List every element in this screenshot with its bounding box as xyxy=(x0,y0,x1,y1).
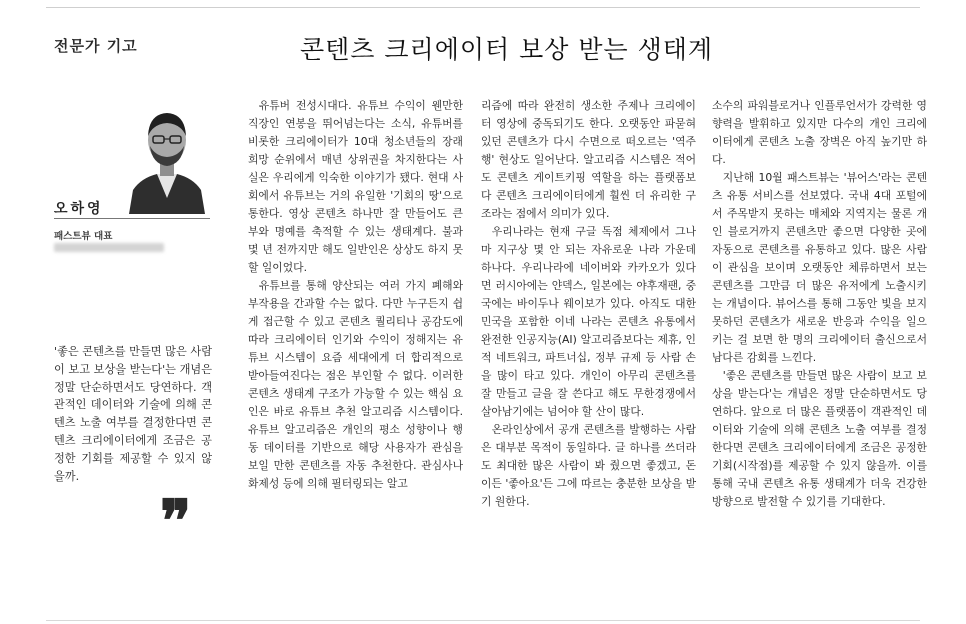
author-title: 패스트뷰 대표 xyxy=(54,231,113,242)
article-column-1 xyxy=(248,97,463,617)
paragraph: '좋은 콘텐츠를 만들면 많은 사람이 보고 보상을 받는다'는 개념은 정말 단순하면서도 당연하다. 앞으로 더 많은 플랫폼이 객관적인 데이터와 기술에 의해 콘텐츠 노출 여부를 결정한다면 콘텐츠 크리에이터에게 조금은 공정한 기회(시작점)를 제공할 수 있지 않을까. 이를 통해 국내 콘텐츠 유통 생태계가 더욱 건강한 방향으로 발전할 수 있기를 기대한다. xyxy=(712,369,927,508)
author-name: 오하영 xyxy=(54,201,104,217)
paragraph: 온라인상에서 공개 콘텐츠를 발행하는 사람은 대부분 목적이 동일하다. 글 하나를 쓰더라도 최대한 많은 사람이 봐 줬으면 좋겠고, 돈이든 '좋아요'든 그에 따르는 충분한 보상을 받기 원한다. xyxy=(481,423,696,508)
paragraph: 소수의 파워블로거나 인플루언서가 강력한 영향력을 발휘하고 있지만 다수의 개인 크리에이터에게 콘텐츠 노출 장벽은 아직 높기만 하다. xyxy=(712,99,927,166)
article-column-3 xyxy=(712,97,927,617)
headline: 콘텐츠 크리에이터 보상 받는 생태계 xyxy=(300,35,714,64)
section-label: 전문가 기고 xyxy=(54,37,138,55)
paragraph: 리즘에 따라 완전히 생소한 주제나 크리에이터 영상에 중독되기도 한다. 오랫동안 파묻혀 있던 콘텐츠가 다시 수면으로 떠오르는 '역주행' 현상도 일어난다. 알고리즘 시스템은 적어도 콘텐츠 게이트키핑 역할을 하는 플랫폼보다 콘텐츠 크리에이터에게 훨씬 더 유리한 구조라는 점에서 의미가 있다. xyxy=(481,99,696,220)
paragraph: 우리나라는 현재 구글 독점 체제에서 그나마 지구상 몇 안 되는 자유로운 나라 가운데 하나다. 우리나라에 네이버와 카카오가 있다면 러시아에는 얀덱스, 일본에는 야후재팬, 중국에는 바이두나 웨이보가 있다. 아직도 대한민국을 포함한 이네 나라는 콘텐츠 유통에서 완전한 인공지능(AI) 알고리즘보다는 제휴, 인적 네트워크, 파트너십, 정부 규제 등 사람 손을 많이 타고 있다. 개인이 아무리 콘텐츠를 잘 만들고 글을 잘 쓴다고 해도 무한경쟁에서 살아남기에는 넘어야 할 산이 많다. xyxy=(481,225,696,418)
author-photo xyxy=(127,100,207,214)
paragraph: 유튜브를 통해 양산되는 여러 가지 폐해와 부작용을 간과할 수는 없다. 다만 누구든지 쉽게 접근할 수 있고 콘텐츠 퀄리티나 공감도에 따라 크리에이터 인기와 수익이 정해지는 유튜브 시스템이 요즘 세대에게 더 합리적으로 받아들여진다는 점은 부인할 수 없다. 이러한 콘텐츠 생태계 구조가 가능할 수 있는 핵심 요인은 바로 유튜브 추천 알고리즘 시스템이다. 유튜브 알고리즘은 개인의 평소 성향이나 행동 데이터를 기반으로 해당 사용자가 관심을 보일 만한 콘텐츠를 자동 추천한다. 관심사나 화제성 등에 의해 필터링되는 알고 xyxy=(248,279,463,490)
author-email-blurred xyxy=(54,243,164,252)
article-column-2 xyxy=(481,97,696,617)
quotation-mark-icon: ❞ xyxy=(160,487,192,555)
paragraph: 유튜버 전성시대다. 유튜브 수익이 웬만한 직장인 연봉을 뛰어넘는다는 소식, 유튜버를 비롯한 크리에이터가 10대 청소년들의 장래희망 순위에서 매년 상위권을 차지한다는 사실은 우리에게 익숙한 이야기가 됐다. 현대 사회에서 유튜브는 거의 유일한 '기회의 땅'으로 통한다. 영상 콘텐츠 하나만 잘 만들어도 큰 부와 명예를 축적할 수 있는 생태계다. 불과 몇 년 전까지만 해도 일반인은 상상도 하지 못할 일이었다. xyxy=(248,99,463,274)
bottom-divider xyxy=(46,620,920,621)
paragraph: 지난해 10월 패스트뷰는 '뷰어스'라는 콘텐츠 유통 서비스를 선보였다. 국내 4대 포털에서 주목받지 못하는 매체와 지역지는 물론 개인 블로거까지 콘텐츠만 좋으면 다양한 곳에 자동으로 콘텐츠를 유통하고 있다. 많은 사람이 관심을 보이며 오랫동안 체류하면서 보는 콘텐츠를 그만큼 더 많은 유저에게 노출시키는 개념이다. 뷰어스를 통해 그동안 빛을 보지 못하던 콘텐츠가 새로운 반응과 수익을 일으키는 걸 보면 한 명의 크리에이터 출신으로서 남다른 감회를 느낀다. xyxy=(712,171,927,364)
author-divider xyxy=(54,218,210,219)
author-portrait-illustration xyxy=(127,100,207,214)
top-divider xyxy=(46,7,920,8)
pull-quote: '좋은 콘텐츠를 만들면 많은 사람이 보고 보상을 받는다'는 개념은 정말 단순하면서도 당연하다. 객관적인 데이터와 기술에 의해 콘텐츠 노출 여부를 결정한다면 콘텐츠 크리에이터에게 조금은 공정한 기회를 제공할 수 있지 않을까. xyxy=(54,345,212,483)
